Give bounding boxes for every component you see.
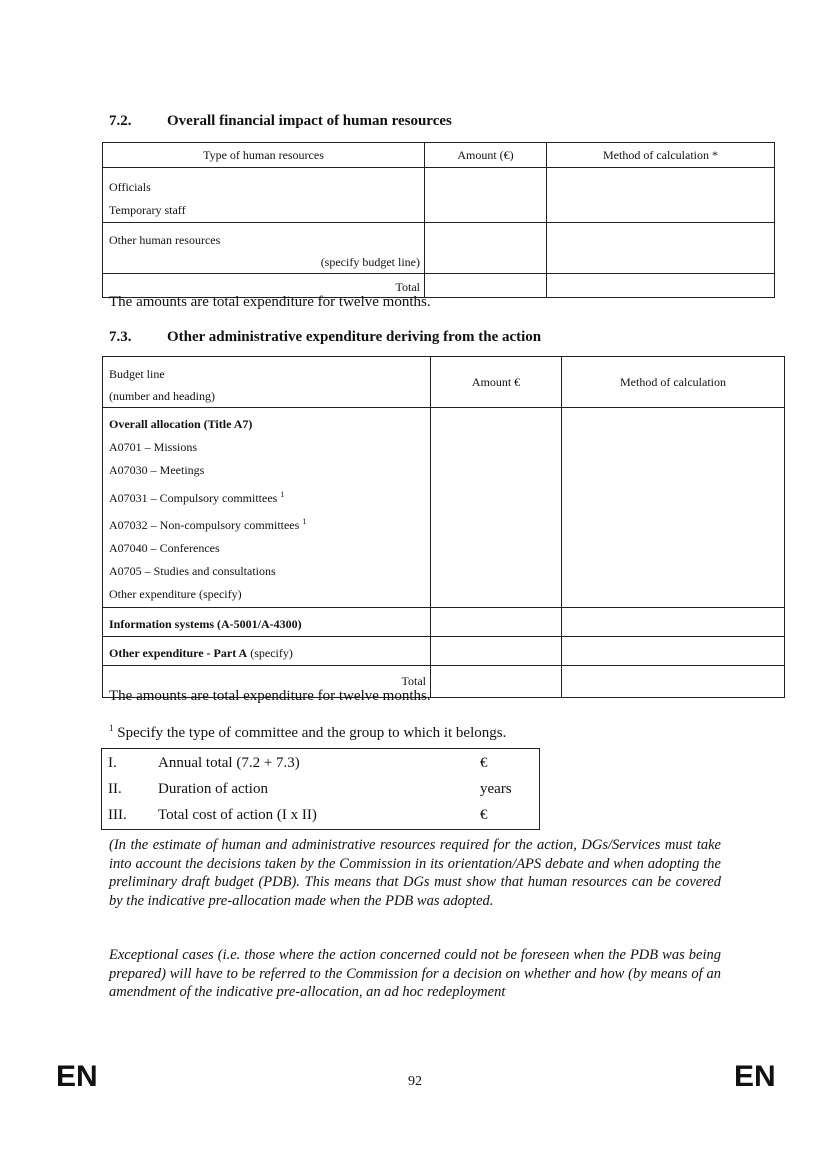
italic-paragraph-2: Exceptional cases (i.e. those where the action concerned could not be foreseen when the PDB was being prepared) will have to be referred to the Commission for a decision on whether and how (by means of an amendment of the indicative pre-allocation, an ad hoc redeployment [109,947,721,1000]
overall-allocation-cell [103,408,431,608]
method-cell[interactable] [562,636,785,665]
footer-lang-right: EN [734,1060,776,1093]
item-meetings: A07030 – Meetings [109,463,205,478]
summary-label: Duration of action [158,781,268,797]
header-budget-line-2: (number and heading) [109,389,215,403]
other-hr-cell [103,223,425,274]
note-7-2: The amounts are total expenditure for twelve months. [109,294,431,310]
footnote [109,723,506,742]
overall-allocation-title: Overall allocation (Title A7) [109,417,253,431]
method-cell[interactable] [562,408,785,608]
amount-cell[interactable] [431,636,562,665]
item-other-expenditure: Other expenditure (specify) [109,587,242,602]
summary-table [108,755,528,833]
amount-cell[interactable] [431,408,562,608]
row-other-hr: Other human resources [109,233,221,247]
summary-num: I. [108,755,117,771]
total-label: Total [103,665,431,697]
summary-num: II. [108,781,122,797]
header-method: Method of calculation [562,357,785,408]
footnote-text: Specify the type of committee and the group to which it belongs. [113,725,507,741]
item-compulsory-committees: A07031 – Compulsory committees $^1$ [109,489,285,505]
section-title: Overall financial impact of human resources [167,113,452,129]
header-amount: Amount (€) [425,143,547,168]
method-cell[interactable] [547,168,775,223]
header-amount: Amount € [431,357,562,408]
footnote-ref: 1 [280,489,285,499]
method-cell[interactable] [547,223,775,274]
page-number: 92 [408,1074,422,1089]
item-non-compulsory-committees: A07032 – Non-compulsory committees $^1$ [109,516,307,532]
header-budget-line-1: Budget line [109,367,165,381]
section-7-3-heading [109,329,541,346]
amount-total-cell[interactable] [431,665,562,697]
amount-cell[interactable] [425,168,547,223]
item-conferences: A07040 – Conferences [109,541,220,556]
officials-cell [103,168,425,223]
header-budget-line [103,357,431,408]
total-label: Total [103,274,425,298]
summary-num: III. [108,807,127,823]
info-systems-label: Information systems (A-5001/A-4300) [103,607,431,636]
method-cell[interactable] [562,607,785,636]
footnote-mark: 1 [109,723,114,733]
footnote-ref: 1 [302,516,307,526]
summary-label: Total cost of action (I x II) [158,807,317,823]
row-specify-budget-line: (specify budget line) [320,255,420,269]
method-total-cell[interactable] [562,665,785,697]
admin-expenditure-table [102,356,785,698]
human-resources-table [102,142,775,298]
other-part-a-label: Other expenditure - Part A (specify) [103,636,431,665]
header-type: Type of human resources [103,143,425,168]
header-method: Method of calculation * [547,143,775,168]
summary-unit: € [480,807,488,823]
item-studies: A0705 – Studies and consultations [109,564,276,579]
summary-box [101,748,540,830]
row-temporary-staff: Temporary staff [109,203,186,217]
summary-unit: € [480,755,488,771]
amount-cell[interactable] [431,607,562,636]
section-number: 7.2. [109,113,132,129]
amount-cell[interactable] [425,223,547,274]
row-officials: Officials [109,180,151,194]
section-7-2-heading [109,113,452,130]
method-total-cell[interactable] [547,274,775,298]
section-title: Other administrative expenditure deriving from the action [167,329,542,345]
footer-lang-left: EN [56,1060,98,1093]
item-missions: A0701 – Missions [109,440,198,455]
amount-total-cell[interactable] [425,274,547,298]
summary-label: Annual total (7.2 + 7.3) [158,755,300,771]
note-7-3: The amounts are total expenditure for twelve months. [109,688,431,704]
summary-unit: years [480,781,512,797]
italic-paragraph-1: (In the estimate of human and administrative resources required for the action, DGs/Services must take into account the decisions taken by the Commission in its orientation/APS debate and when adopting the preliminary draft budget (PDB). This means that DGs must show that human resources can be covered by the indicative pre-allocation made when the PDB was adopted. [109,837,721,909]
section-number: 7.3. [109,329,132,345]
